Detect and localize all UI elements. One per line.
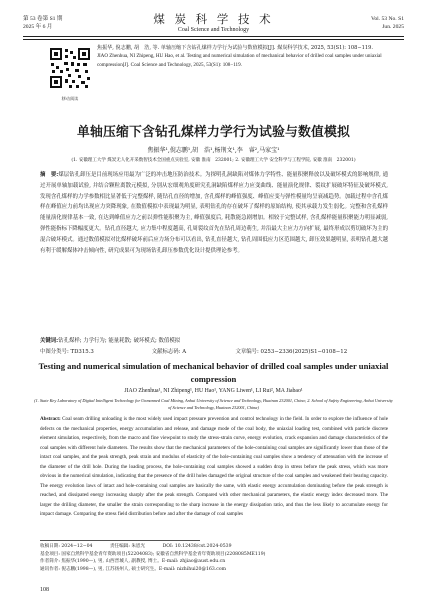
- abstract-en-label: Abstract:: [40, 416, 61, 422]
- journal-header: [23, 10, 404, 48]
- document-code: 文献标志码: A: [151, 349, 187, 355]
- doi[interactable]: DOI: 10.12438/cst.2024-0539: [162, 544, 232, 549]
- abstract-en-text: Coal seam drilling unloading is the most widely used impact pressure prevention and control technology in the field. In order to explore the influence of hole defects on the mechanical properties, energy accumulation and release, and damage mode of the coal body, the uniaxial loading test, combined with particle discrete element simulation, respectively, from the macro and fine viewpoint to study the stress-strain curve, energy evolution, crack expansion and damage characteristics of the coal samples with different hole diameters. The results show that the mechanical parameters of the hole-containing coal samples are significantly lower than those of the intact coal samples, and the peak strength, peak strain and modulus of elasticity of the hole-containing coal samples show a tendency of attenuation with the increase of the diameter of the drill hole. During the loading process, the hole-containing coal samples showed a sudden drop in stress before the peak stress, which was more obvious in the numerical simulation, indicating that the presence of the drill holes damaged the original structure of the coal samples and weakened their bearing capacity. The energy evolution laws of intact and hole-containing coal samples are basically the same, with elastic energy accumulation dominating before the peak strength is reached, and dissipated energy increasing sharply after the peak strength. Compared with other mechanical parameters, the elastic energy index decreased more. The larger the drilling diameter, the smaller the strain corresponding to the sharp increase in the energy dissipation ratio, and thus the less likely to accumulate energy for impact damage. Comparing the stress field distribution before and after the damage of coal samples: [40, 416, 388, 517]
- footnote-rule: [40, 540, 200, 541]
- issue-date-en: Jun. 2025: [382, 24, 404, 30]
- article-title-en: Testing and numerical simulation of mechanical behavior of drilled coal samples under uniaxial compression: [38, 361, 389, 384]
- responsible-editor: 责任编辑: 朱恩光: [109, 544, 146, 549]
- keywords-text: 钻孔煤样; 力学行为; 能量耗散; 破坏模式; 数值模拟: [58, 338, 181, 344]
- citation-cn: 焦振华, 倪志鹏, 胡 浩, 等. 单轴压缩下含钻孔煤样力学行为试验与数值模拟[J]. 煤炭科学技术, 2025, 53(S1): 108−119.: [97, 45, 373, 51]
- header-right: [371, 15, 404, 31]
- journal-title-en: Coal Science and Technology: [177, 27, 250, 33]
- abstract-en: [40, 415, 388, 520]
- page-number: 108: [40, 587, 49, 593]
- affiliation-cn: (1. 安徽理工大学 煤炭无人化开采数智技术全国重点实验室, 安徽 淮南 232001; 2. 安徽理工大学 安全科学与工程学院, 安徽 淮南 232001): [71, 158, 356, 163]
- affiliation-en: (1. State Key Laboratory of Digital Intelligent Technology for Unmanned Coal Mining, Anhui University of Science and Technology, Huainan 232001, China; 2. School of Safety Engineering, Anhui University of Science and Technology, Huainan 232001, China): [34, 398, 393, 410]
- volume-issue-en: Vol. 53 No. S1: [371, 16, 404, 22]
- article-title-cn: 单轴压缩下含钻孔煤样力学行为试验与数值模拟: [77, 125, 350, 140]
- article-number: 文章编号: 0253−2336(2025)S1−0108−12: [235, 349, 348, 355]
- abstract-cn-text: 煤层钻孔卸压是目前现场应用最为广泛的冲击地压防治技术。为探明孔洞缺陷对煤体力学特性、能量积聚释放以及破坏模式的影响规律, 通过开展单轴加载试验, 并结合颗粒离散元模拟, 分别从宏细观角度研究孔洞缺陷煤样应力应变曲线、能量演化规律、裂纹扩展破坏特征及破坏模式, 发现含孔煤样的力学参数相比显著低于完整煤样, 随钻孔直径的增加, 含孔煤样的峰值强度、峰值应变与弹性模量均呈衰减趋势。加载过程中含孔煤样在峰值应力前均出现应力突降现象, 在数值模拟中表现最为明显, 表明钻孔的存在破坏了煤样的原始结构, 使其承载力发生弱化。完整和含孔煤样能量演化规律基本一致, 在达到峰值应力之前以弹性能积聚为主, 峰值强度后, 耗散能急剧增加。相较于完整试样, 含孔煤样能量积聚能力明显减弱, 弹性能指标下降幅度更大。钻孔直径越大, 应力集中程度越高, 孔周裂纹首先在钻孔周边萌生, 并沿最大主应力方向扩展, 最终形成以剪切破坏为主的混合破坏模式。通过数值模拟对比煤样破坏前后应力场分布可以看出, 钻孔直径越大, 钻孔周围低应力区范围越大, 卸压效果越明显, 表明钻孔越大越有利于缓解煤体冲击倾向性, 研究成果可为现场钻孔卸压参数优化设计提供理论参考。: [40, 172, 388, 254]
- issue-date-cn: 2025 年 6 月: [23, 24, 53, 30]
- citation-block: [97, 44, 405, 69]
- keywords-label: 关键词:: [40, 338, 59, 344]
- clc-number: 中图分类号: TD315.3: [40, 349, 94, 355]
- corresponding-author: 通讯作者: 倪志鹏(1998—), 男, 江苏扬州人, 硕士研究生。E-mail: nizhihui20@163.com: [40, 566, 226, 572]
- header-rule-thin: [23, 39, 404, 40]
- qr-code-icon[interactable]: [48, 46, 92, 90]
- classification-line: [40, 348, 388, 357]
- author-bio: 作者简介: 焦振华(1990—), 男, 山西晋城人, 副教授, 博士。E-mail: zhjiao@aust.edu.cn: [40, 559, 226, 564]
- header-rule: [23, 36, 404, 37]
- volume-issue: 第 53 卷第 S1 期: [23, 16, 63, 22]
- abstract-cn-label: 摘 要:: [40, 172, 59, 178]
- received-date: 收稿日期: 2024−12−04: [40, 544, 93, 549]
- journal-title-cn: 煤 炭 科 学 技 术: [153, 12, 274, 26]
- authors-en: JIAO Zhenhua¹, NI Zhipeng¹, HU Hao¹, YANG Liwen¹, LI Rui², MA Jiabao¹: [124, 388, 303, 394]
- abstract-cn: [40, 170, 388, 256]
- keywords-cn: [40, 337, 388, 346]
- qr-caption: 移动阅读: [61, 96, 79, 101]
- authors-cn: 焦振华¹,倪志鹏¹,胡 浩¹,杨荆文¹,李 睿²,马家宝¹: [147, 147, 280, 154]
- citation-en: JIAO Zhenhua, NI Zhipeng, HU Hao, et al. Testing and numerical simulation of mechanical behavior of drilled coal samples under uniaxial compression[J]. Coal Science and Technology, 2025, 53(S1): 108−119.: [97, 53, 382, 68]
- fund-info: 基金项目: 国家自然科学基金青年资助项目(52204083); 安徽省自然科学基金青年资助项目(2208085ME119): [40, 551, 266, 557]
- footnotes: [40, 543, 400, 573]
